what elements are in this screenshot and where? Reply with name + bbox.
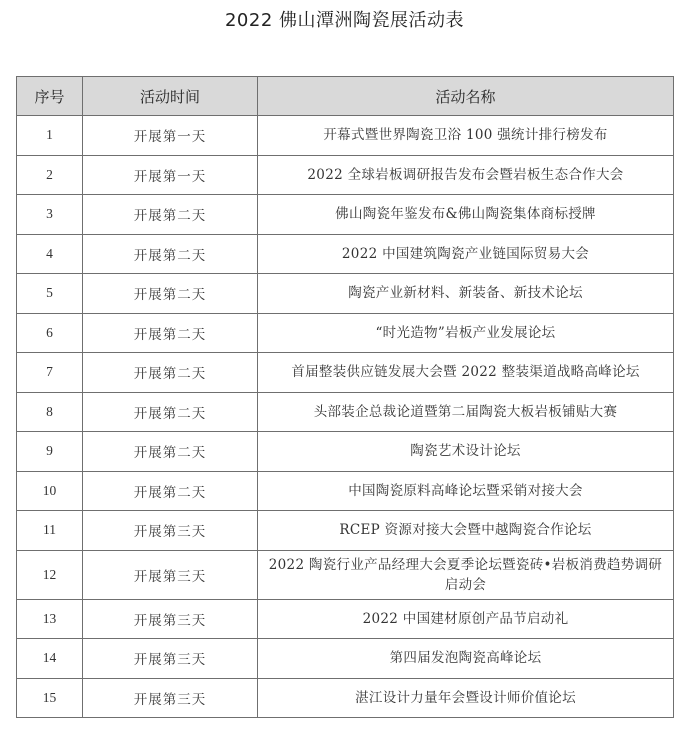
activity-name: 首届整装供应链发展大会暨 2022 整装渠道战略高峰论坛 (258, 353, 674, 393)
activity-time: 开展第一天 (83, 116, 258, 156)
table-row (17, 392, 674, 432)
activity-time: 开展第二天 (83, 392, 258, 432)
activity-time: 开展第二天 (83, 471, 258, 511)
table-row (17, 274, 674, 314)
table-row (17, 116, 674, 156)
activity-time: 开展第二天 (83, 313, 258, 353)
row-number: 1 (17, 116, 83, 156)
activity-time: 开展第一天 (83, 155, 258, 195)
activity-name: 2022 全球岩板调研报告发布会暨岩板生态合作大会 (258, 155, 674, 195)
activity-time: 开展第三天 (83, 599, 258, 639)
activity-time: 开展第二天 (83, 234, 258, 274)
table-row (17, 511, 674, 551)
activity-name: 开幕式暨世界陶瓷卫浴 100 强统计排行榜发布 (258, 116, 674, 156)
activity-time: 开展第二天 (83, 195, 258, 235)
activity-name: RCEP 资源对接大会暨中越陶瓷合作论坛 (258, 511, 674, 551)
row-number: 9 (17, 432, 83, 472)
activity-name: 佛山陶瓷年鉴发布&佛山陶瓷集体商标授牌 (258, 195, 674, 235)
row-number: 15 (17, 678, 83, 718)
activity-time: 开展第三天 (83, 550, 258, 599)
column-header-name: 活动名称 (258, 77, 674, 116)
activity-name: 湛江设计力量年会暨设计师价值论坛 (258, 678, 674, 718)
activity-name: 2022 中国建材原创产品节启动礼 (258, 599, 674, 639)
table-row (17, 234, 674, 274)
row-number: 11 (17, 511, 83, 551)
row-number: 4 (17, 234, 83, 274)
column-header-time: 活动时间 (83, 77, 258, 116)
activity-time: 开展第三天 (83, 511, 258, 551)
activity-name: 陶瓷艺术设计论坛 (258, 432, 674, 472)
table-row (17, 550, 674, 599)
activity-name: “时光造物”岩板产业发展论坛 (258, 313, 674, 353)
activity-time: 开展第三天 (83, 639, 258, 679)
table-row (17, 432, 674, 472)
activity-table (16, 76, 674, 718)
table-row (17, 471, 674, 511)
activity-name: 2022 中国建筑陶瓷产业链国际贸易大会 (258, 234, 674, 274)
activity-name: 2022 陶瓷行业产品经理大会夏季论坛暨瓷砖•岩板消费趋势调研启动会 (258, 550, 674, 599)
activity-time: 开展第二天 (83, 353, 258, 393)
activity-name: 头部装企总裁论道暨第二届陶瓷大板岩板铺贴大赛 (258, 392, 674, 432)
table-row (17, 639, 674, 679)
table-row (17, 353, 674, 393)
table-row (17, 599, 674, 639)
column-header-no: 序号 (17, 77, 83, 116)
table-row (17, 195, 674, 235)
row-number: 5 (17, 274, 83, 314)
table-row (17, 313, 674, 353)
row-number: 8 (17, 392, 83, 432)
row-number: 10 (17, 471, 83, 511)
table-row (17, 678, 674, 718)
table-header-row (17, 77, 674, 116)
row-number: 12 (17, 550, 83, 599)
row-number: 14 (17, 639, 83, 679)
row-number: 2 (17, 155, 83, 195)
activity-time: 开展第三天 (83, 678, 258, 718)
activity-name: 第四届发泡陶瓷高峰论坛 (258, 639, 674, 679)
activity-name: 陶瓷产业新材料、新装备、新技术论坛 (258, 274, 674, 314)
page-title: 2022 佛山潭洲陶瓷展活动表 (224, 10, 465, 31)
row-number: 3 (17, 195, 83, 235)
activity-time: 开展第二天 (83, 274, 258, 314)
activity-time: 开展第二天 (83, 432, 258, 472)
table-row (17, 155, 674, 195)
activity-name: 中国陶瓷原料高峰论坛暨采销对接大会 (258, 471, 674, 511)
row-number: 6 (17, 313, 83, 353)
row-number: 13 (17, 599, 83, 639)
row-number: 7 (17, 353, 83, 393)
